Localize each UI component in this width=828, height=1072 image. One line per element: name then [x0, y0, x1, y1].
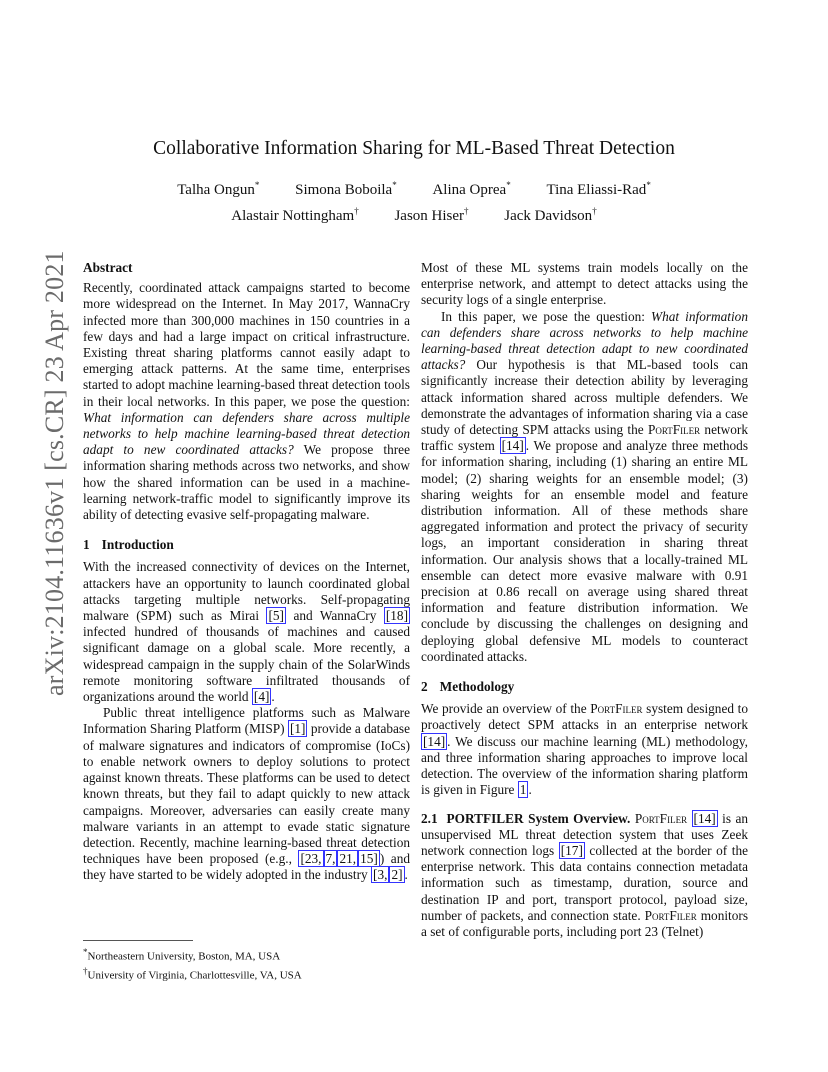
author: Simona Boboila* — [295, 180, 397, 198]
footnote: †University of Virginia, Charlottesville, VA, USA — [83, 965, 302, 982]
methodology-paragraph: We provide an overview of the PortFiler system designed to proactively detect SPM attacks in an enterprise network [14] . We discuss our machine learning (ML) methodology, and three information sharing approaches to improve local detection. The overview of the information sharing platform is given in Figure 1 . — [421, 701, 748, 798]
right-column — [421, 260, 748, 940]
author: Jack Davidson† — [504, 206, 597, 224]
citation-link[interactable]: [17] — [560, 842, 583, 858]
citation-link[interactable]: [18] — [385, 608, 408, 624]
left-column — [83, 260, 410, 884]
subsection-paragraph: 2.1 PORTFILER System Overview. PortFiler [14] is an unsupervised ML threat detection system that uses Zeek network connection logs [17] collected at the border of the enterprise network. This data contains connection metadata information such as timestamp, duration, source and destination IP and port, transport protocol, payload size, number of packets, and connection state. PortFiler monitors a set of configurable ports, including port 23 (Telnet) — [421, 810, 748, 939]
author: Alina Oprea* — [432, 180, 511, 198]
arxiv-stamp — [20, 250, 69, 696]
author-list-row1 — [0, 180, 828, 199]
citation-link[interactable]: 15] — [360, 851, 378, 867]
section-heading-methodology: 2 Methodology — [421, 679, 515, 695]
abstract-text: Recently, coordinated attack campaigns started to become more widespread on the Internet. In May 2017, WannaCry infected more than 300,000 machines in 150 countries in a few days and had a large impact on critical infrastructure. Existing threat sharing platforms cannot easily adapt to emerging attack patterns. At the same time, enterprises started to adopt machine learning-based threat detection tools in their local networks. In this paper, we pose the question: What information can defenders share across multiple networks to help machine learning-based threat detection adapt to new coordinated attacks? We propose three information sharing methods across two networks, and show how the shared information can be used in a machine-learning network-traffic model to significantly improve its ability of detecting evasive self-propagating malware. — [83, 280, 410, 523]
intro-paragraph-4: In this paper, we pose the question: What information can defenders share across networks to help machine learning-based threat detection adapt to new coordinated attacks? Our hypothesis is that ML-based tools can significantly increase their detection ability by leveraging attack information shared across multiple defenders. We demonstrate the advantages of information sharing via a case study of detecting SPM attacks using the PortFiler network traffic system [14] . We propose and analyze three methods for information sharing, including (1) sharing an entire ML model; (2) sharing weights for an ensemble model; (3) sharing weights for an ensemble model and feature distribution information. All of these methods share aggregated information and protect the privacy of security logs, an important consideration in sharing threat information. Our analysis shows that a locally-trained ML ensemble can detect more evasive malware with 0.91 precision at 0.86 recall on average using shared threat information and feature distribution information. We conclude by discussing the challenges on designing and deploying global defensive ML models to counteract coordinated attacks. — [421, 308, 749, 664]
author-list-row2 — [0, 206, 828, 225]
author: Talha Ongun* — [177, 180, 260, 198]
footnote: *Northeastern University, Boston, MA, USA — [83, 947, 281, 963]
figure-link[interactable]: 1 — [519, 782, 527, 798]
intro-paragraph-3: Most of these ML systems train models locally on the enterprise network, and attempt to detect attacks using the security logs of a single enterprise. — [421, 260, 748, 308]
author: Tina Eliassi-Rad* — [546, 180, 651, 198]
footnote-rule — [83, 940, 193, 941]
citation-link[interactable]: [23, — [300, 851, 322, 867]
citation-link[interactable]: [14] — [501, 438, 524, 454]
citation-link[interactable]: [5] — [268, 608, 284, 624]
intro-paragraph-1: With the increased connectivity of devices on the Internet, attackers have an opportunity to launch coordinated global attacks targeting multiple networks. Self-propagating malware (SPM) such as Mirai [5] and WannaCry [18] infected hundred of thousands of machines and caused significant damage on a global scale. More recently, a widespread campaign in the supply chain of the SolarWinds remote monitoring software infiltrated thousands of organizations around the world [4] . — [83, 559, 410, 705]
section-heading-introduction: 1 Introduction — [83, 537, 174, 553]
author: Jason Hiser† — [394, 206, 469, 224]
intro-paragraph-2: Public threat intelligence platforms such as Malware Information Sharing Platform (MISP) [1] provide a database of malware signatures and indicators of compromise (IoCs) to enable network owners to deploy solutions to protect against known threats. These platforms can be used to detect known threats, but they fail to adapt quickly to new attack campaigns. Moreover, adversaries can easily create many malware variants in an attempt to evade static signature detection. Recently, machine learning-based threat detection techniques have been proposed (e.g., [23, 7, 21, 15] ) and they have started to be widely adopted in the industry [3, 2] . — [83, 705, 411, 883]
subsection-heading: 2.1 PORTFILER System Overview. — [421, 810, 631, 826]
citation-link[interactable]: 21, — [339, 851, 357, 867]
abstract-heading: Abstract — [83, 260, 133, 275]
citation-link[interactable]: [14] — [423, 733, 446, 749]
author: Alastair Nottingham† — [231, 206, 359, 224]
footnotes — [83, 940, 410, 982]
citation-link[interactable]: 2] — [391, 867, 403, 883]
citation-link[interactable]: [3, — [373, 867, 388, 883]
citation-link[interactable]: 7, — [325, 851, 336, 867]
citation-link[interactable]: [4] — [253, 689, 270, 705]
arxiv-id: arXiv:2104.11636v1 [cs.CR] 23 Apr 2021 — [40, 250, 69, 696]
citation-link[interactable]: [14] — [693, 810, 716, 826]
citation-link[interactable]: [1] — [289, 721, 306, 737]
paper-title: Collaborative Information Sharing for ML-Based Threat Detection — [153, 138, 675, 159]
